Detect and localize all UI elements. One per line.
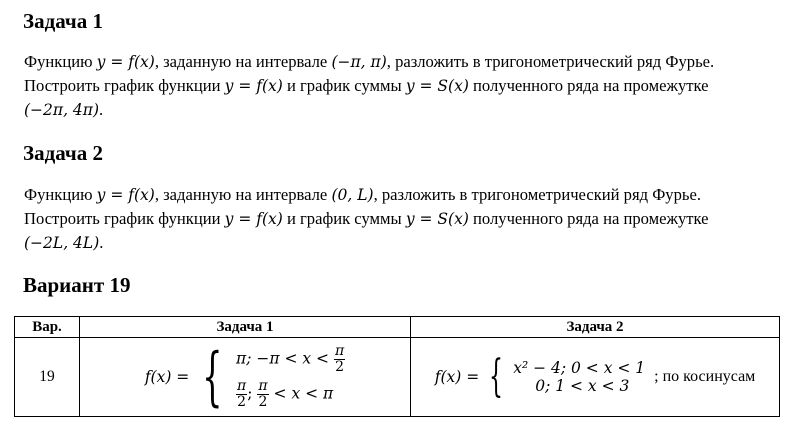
task1-case-2: $\frac{\pi}{2}$ ; $\frac{\pi}{2}$ < x < π [237, 378, 334, 410]
header-var: Вар. [15, 317, 80, 338]
left-brace: { [489, 351, 504, 402]
table-row [15, 338, 780, 417]
task2-note: ; по косинусам [654, 368, 756, 385]
variant-table [14, 316, 780, 417]
cell-task2 [411, 338, 780, 417]
cell-task1 [80, 338, 411, 417]
task1-text: Функцию y = f(x), заданную на интервале (−π, π), разложить в тригонометрический ряд Фурье. Построить график функции y = f(x) и график суммы y = S(x) полученного ряда на промежутке (−2π, 4π). [24, 52, 715, 119]
variant-heading: Вариант 19 [23, 273, 131, 297]
table-header-row [15, 317, 780, 338]
left-brace: { [202, 340, 223, 414]
cell-var: 19 [15, 338, 80, 417]
task1-heading: Задача 1 [23, 9, 103, 33]
task2-heading: Задача 2 [23, 141, 103, 165]
task2-case-2: 0; 1 < x < 3 [535, 377, 630, 395]
header-task1: Задача 1 [80, 317, 411, 338]
task1-piecewise-function: f(x) = { π; −π < x < $\frac{\pi}{2}$ $\frac{\pi}{2}$ ; $\frac{\pi}{2}$ < x < π [144, 340, 345, 414]
header-task2: Задача 2 [411, 317, 780, 338]
task2-text: Функцию y = f(x), заданную на интервале (0, L), разложить в тригонометрический ряд Фурье. Построить график функции y = f(x) и график суммы y = S(x) полученного ряда на промежутке (−2L, 4L). [24, 185, 709, 252]
task1-case-1: π; −π < x < $\frac{\pi}{2}$ [236, 343, 345, 375]
task2-piecewise-function: f(x) = { x² − 4; 0 < x < 1 0; 1 < x < 3 ; по косинусам [434, 351, 756, 402]
task2-case-1: x² − 4; 0 < x < 1 [513, 359, 646, 377]
